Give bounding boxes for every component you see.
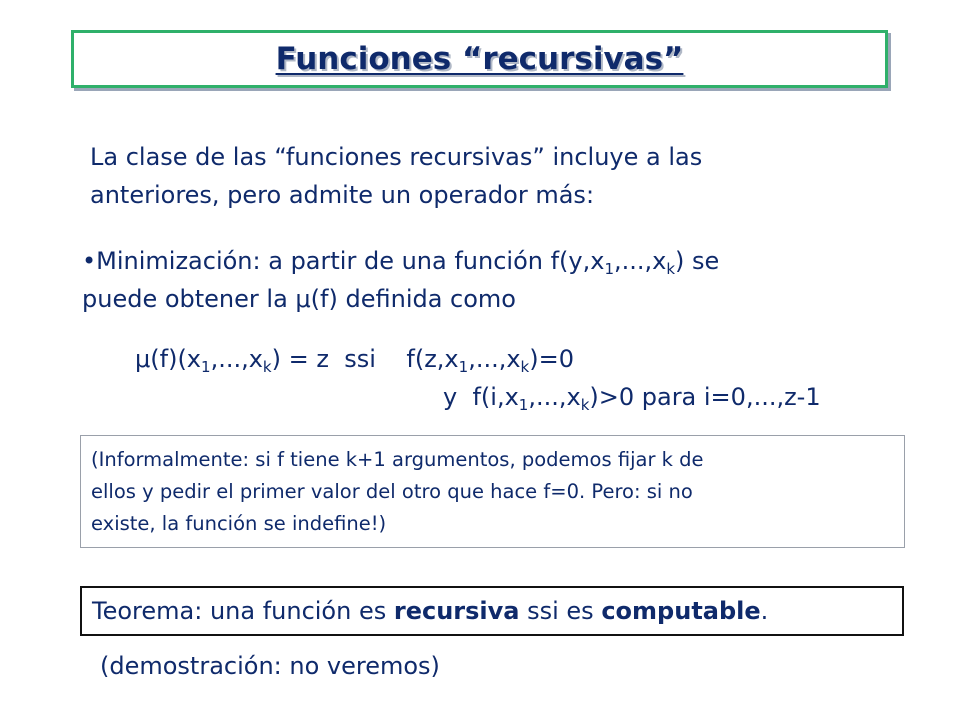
f1-a: μ(f)(x — [135, 345, 202, 373]
formula-line-2 — [443, 380, 821, 414]
slide-title-box — [71, 30, 888, 88]
f1-sub1b: 1 — [458, 358, 469, 376]
f2-b: ,...,x — [528, 383, 581, 411]
f2-subk: k — [580, 396, 590, 414]
theorem-box — [80, 586, 904, 636]
f1-sub1: 1 — [201, 358, 211, 376]
f2-sub1: 1 — [518, 396, 529, 414]
minim-text-b: ,...,x — [614, 247, 667, 275]
f1-d: ,...,x — [468, 345, 521, 373]
informal-line-2: ellos y pedir el primer valor del otro que hace f=0. Pero: si no — [91, 480, 693, 503]
intro-line-1: La clase de las “funciones recursivas” incluye a las — [90, 143, 703, 171]
informal-line-3: existe, la función se indefine!) — [91, 512, 387, 535]
f1-subk: k — [262, 358, 272, 376]
minim-text-c: ) se — [675, 247, 720, 275]
intro-line-2: anteriores, pero admite un operador más: — [90, 181, 595, 209]
demonstration-note: (demostración: no veremos) — [100, 652, 440, 680]
minim-sub-1: 1 — [604, 260, 614, 278]
theorem-text-b: ssi es — [519, 597, 602, 625]
f1-b: ,...,x — [210, 345, 263, 373]
f1-subkb: k — [520, 358, 530, 376]
formula-line-1 — [135, 342, 574, 376]
f1-c: ) = z ssi f(z,x — [271, 345, 459, 373]
theorem-text-a: Teorema: una función es — [92, 597, 394, 625]
theorem-bold-recursiva: recursiva — [393, 597, 520, 625]
minimization-line-2: puede obtener la μ(f) definida como — [82, 285, 516, 313]
informal-line-1: (Informalmente: si f tiene k+1 argumentos, podemos fijar k de — [91, 448, 704, 471]
minimization-paragraph — [82, 242, 719, 318]
informal-note-box — [80, 435, 905, 548]
minim-sub-k: k — [666, 260, 676, 278]
slide-title: Funciones “recursivas” — [275, 41, 684, 77]
f1-e: )=0 — [529, 345, 574, 373]
f2-c: )>0 para i=0,...,z-1 — [589, 383, 821, 411]
intro-paragraph — [90, 138, 702, 214]
theorem-text-c: . — [760, 597, 769, 625]
f2-a: y f(i,x — [443, 383, 519, 411]
minim-text-a: •Minimización: a partir de una función f(y,x — [82, 247, 605, 275]
minimization-line-1 — [82, 242, 719, 280]
theorem-bold-computable: computable — [601, 597, 761, 625]
